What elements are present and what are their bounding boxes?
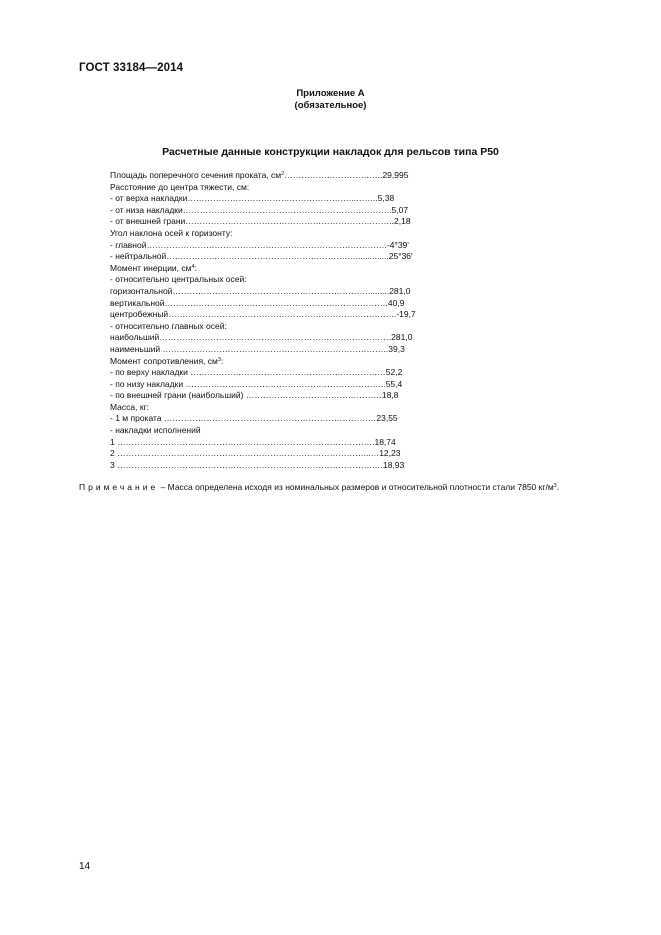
- data-row: центробежный………………………………………………………….…………..-19,7: [110, 309, 416, 320]
- data-row: - относительно главных осей:: [110, 320, 227, 331]
- data-row: - 1 м проката …………………………………………………………………23,55: [110, 413, 398, 424]
- section-title: Расчетные данные конструкции накладок для рельсов типа Р50: [162, 146, 499, 158]
- data-row: - по низу накладки ……………………………………………………………..55,4: [110, 378, 403, 389]
- data-row: Расстояние до центра тяжести, см:: [110, 181, 250, 192]
- document-code: ГОСТ 33184—2014: [79, 62, 184, 74]
- data-row: Масса, кг:: [110, 401, 150, 412]
- data-list: [110, 170, 490, 471]
- note-end: .: [556, 482, 560, 492]
- appendix-title: Приложение А: [296, 88, 365, 99]
- footnote: [79, 481, 595, 493]
- data-row: наименьший ……………………………………………………………………..39,3: [110, 343, 405, 354]
- data-row: - от верха накладки…………………………………………………...……..5,38: [110, 193, 395, 204]
- data-row: вертикальной…………………………………………………………………….40,9: [110, 297, 405, 308]
- note-text: – Масса определена исходя из номинальных размеров и относительной плотности стали 7850 кг/м: [158, 482, 554, 492]
- data-row: 2 ……………………………………………………………………………...…12,23: [110, 448, 401, 459]
- data-row: Момент сопротивления, $см^3$:: [110, 355, 224, 366]
- data-row: - относительно центральных осей:: [110, 274, 247, 285]
- data-row: - главной………………………………………………………………………….-4°39': [110, 239, 409, 250]
- data-row: - накладки исполнений: [110, 425, 201, 436]
- data-row: - по внешней грани (наибольший) …………………………………………18,8: [110, 390, 399, 401]
- note-label: Примечание: [79, 482, 159, 492]
- data-row: 3 ……………………………………………………………………………….…18,93: [110, 459, 405, 470]
- page-number: 14: [79, 861, 91, 872]
- data-row: Площадь поперечного сечения проката, $см^2\dots\dots\dots\dots\dots\dots\dots\dots\dots\dots\dots..29,995$: [110, 170, 409, 180]
- data-row: наибольший……………………………………………………………………….281,0: [110, 332, 413, 343]
- data-row: Угол наклона осей к горизонту:: [110, 227, 233, 238]
- data-row: 1 ……………………………………………………………………………….18,74: [110, 436, 396, 447]
- data-row: - по верху накладки ……………………………………………………………52,2: [110, 367, 403, 378]
- data-row: - нейтральной……………………………………………………….…..............25°36': [110, 251, 413, 262]
- data-row: - от низа накладки………………………………………………………………..5,07: [110, 204, 409, 215]
- appendix-status: (обязательное): [294, 100, 367, 111]
- data-row: горизонтальной…………………………………………………………….........281,0: [110, 285, 411, 296]
- note-superscript: 3: [553, 483, 557, 489]
- data-row: - от внешней грани………………………………………………………………..2,18: [110, 216, 411, 227]
- data-row: Момент инерции, $см^4$:: [110, 262, 197, 273]
